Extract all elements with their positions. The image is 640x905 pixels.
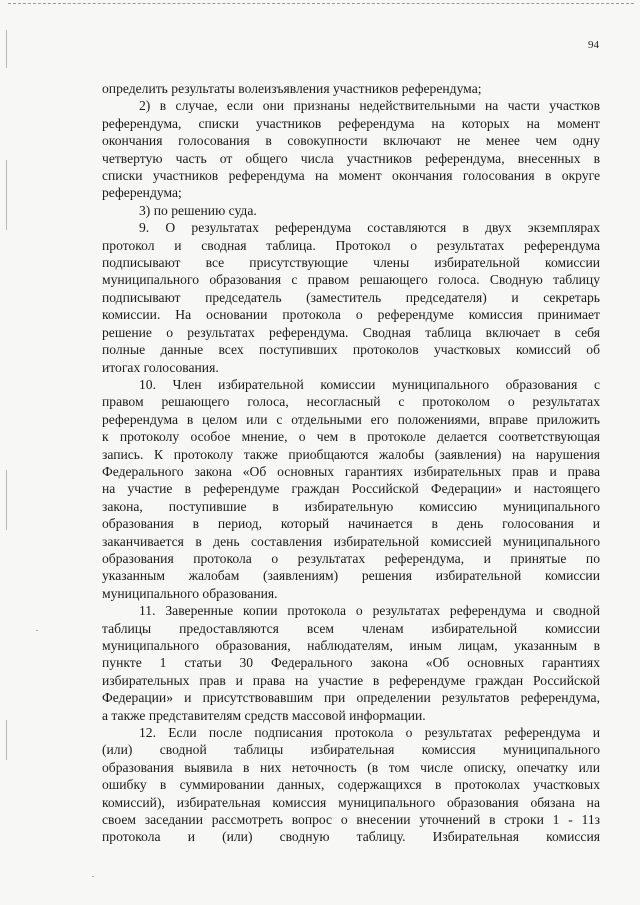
- text-line: полные данные всех поступивших протоколов участковых комиссий об: [102, 342, 600, 358]
- scan-speck: [92, 876, 94, 877]
- text-line: (или) сводной таблицы избирательная комиссия муниципального: [102, 742, 600, 758]
- text-line: референдума;: [102, 185, 182, 201]
- text-line: запись. К протоколу также приобщаются жалобы (заявления) на нарушения: [102, 446, 600, 462]
- document-body: [102, 80, 600, 846]
- scan-left-edge-mark: [6, 720, 7, 760]
- text-line: а также представителям средств массовой информации.: [102, 707, 426, 723]
- text-line: муниципального образования, наблюдателям, иным лицам, указанным в: [102, 638, 600, 653]
- text-line: комиссий), избирательная комиссия муниципального образования обязана на: [102, 794, 600, 810]
- text-line: подписывают председатель (заместитель председателя) и секретарь: [102, 289, 600, 305]
- text-line: Федерации» и присутствовавшим при определении результатов референдума,: [102, 690, 600, 706]
- text-line: 11. Заверенные копии протокола о результатах референдума и сводной: [139, 603, 600, 619]
- scan-left-edge-mark: [6, 30, 7, 68]
- text-line: образования протокола о результатах референдума, и принятые по: [102, 550, 600, 566]
- text-line: образования выявила в них неточность (в том числе описку, опечатку или: [102, 759, 600, 775]
- text-line: закона, поступившие в избирательную комиссию муниципального: [102, 498, 600, 514]
- text-line: таблицы предоставляются всем членам избирательной комиссии: [102, 620, 600, 636]
- text-line: протокола и (или) сводную таблицу. Избирательная комиссия: [102, 829, 600, 845]
- text-line: четвертую часть от общего числа участников референдума, внесенных в: [102, 150, 600, 166]
- text-line: списки участников референдума на момент окончания голосования в округе: [102, 168, 600, 184]
- text-line: определить результаты волеизъявления участников референдума;: [102, 81, 482, 96]
- scan-left-edge-mark: [6, 160, 7, 230]
- text-line: муниципального образования.: [102, 585, 278, 601]
- text-line: Федерального закона «Об основных гарантиях избирательных прав и права: [102, 463, 600, 479]
- text-line: протокол и сводная таблица. Протокол о результатах референдума: [102, 237, 600, 253]
- text-line: 2) в случае, если они признаны недействительными на части участков: [139, 98, 600, 114]
- text-line: правом решающего голоса, несогласный с протоколом о результатах: [102, 394, 600, 410]
- text-line: на участие в референдуме граждан Российской Федерации» и настоящего: [102, 481, 600, 497]
- text-line: пункте 1 статьи 30 Федерального закона «Об основных гарантиях: [102, 655, 600, 671]
- text-line: 3) по решению суда.: [139, 202, 257, 218]
- text-line: решение о результатах референдума. Сводная таблица включает в себя: [102, 324, 600, 340]
- text-line: указанным жалобам (заявлениям) решения избирательной комиссии: [102, 568, 600, 584]
- text-line: 12. Если после подписания протокола о результатах референдума и: [139, 725, 600, 741]
- text-line: подписывают все присутствующие члены избирательной комиссии: [102, 255, 600, 271]
- text-line: своем заседании рассмотреть вопрос о внесении уточнений в строки 1 - 11з: [102, 812, 600, 828]
- text-line: 10. Член избирательной комиссии муниципального образования с: [139, 376, 600, 392]
- text-line: 9. О результатах референдума составляются в двух экземплярах: [139, 220, 600, 236]
- page-number: 94: [588, 39, 599, 51]
- text-line: комиссии. На основании протокола о референдуме комиссия принимает: [102, 307, 600, 323]
- text-line: образования в период, который начинается в день голосования и: [102, 516, 600, 532]
- text-line: ошибку в суммировании данных, содержащихся в протоколах участковых: [102, 777, 600, 793]
- scan-top-border: [8, 3, 634, 4]
- text-line: референдума в целом или с отдельными его положениями, вправе приложить: [102, 411, 600, 427]
- text-line: заканчивается в день составления избирательной комиссией муниципального: [102, 533, 600, 549]
- text-line: окончания голосования в совокупности включают не менее чем одну: [102, 133, 600, 149]
- text-line: к протоколу особое мнение, о чем в протоколе делается соответствующая: [102, 429, 600, 445]
- text-line: итогах голосования.: [102, 359, 219, 375]
- scan-speck: [36, 630, 38, 631]
- scan-left-edge-mark: [6, 470, 7, 530]
- text-line: муниципального образования с правом решающего голоса. Сводную таблицу: [102, 272, 600, 288]
- text-line: референдума, списки участников референдума на которых на момент: [102, 115, 600, 131]
- text-line: избирательных прав и права на участие в референдуме граждан Российской: [102, 672, 600, 688]
